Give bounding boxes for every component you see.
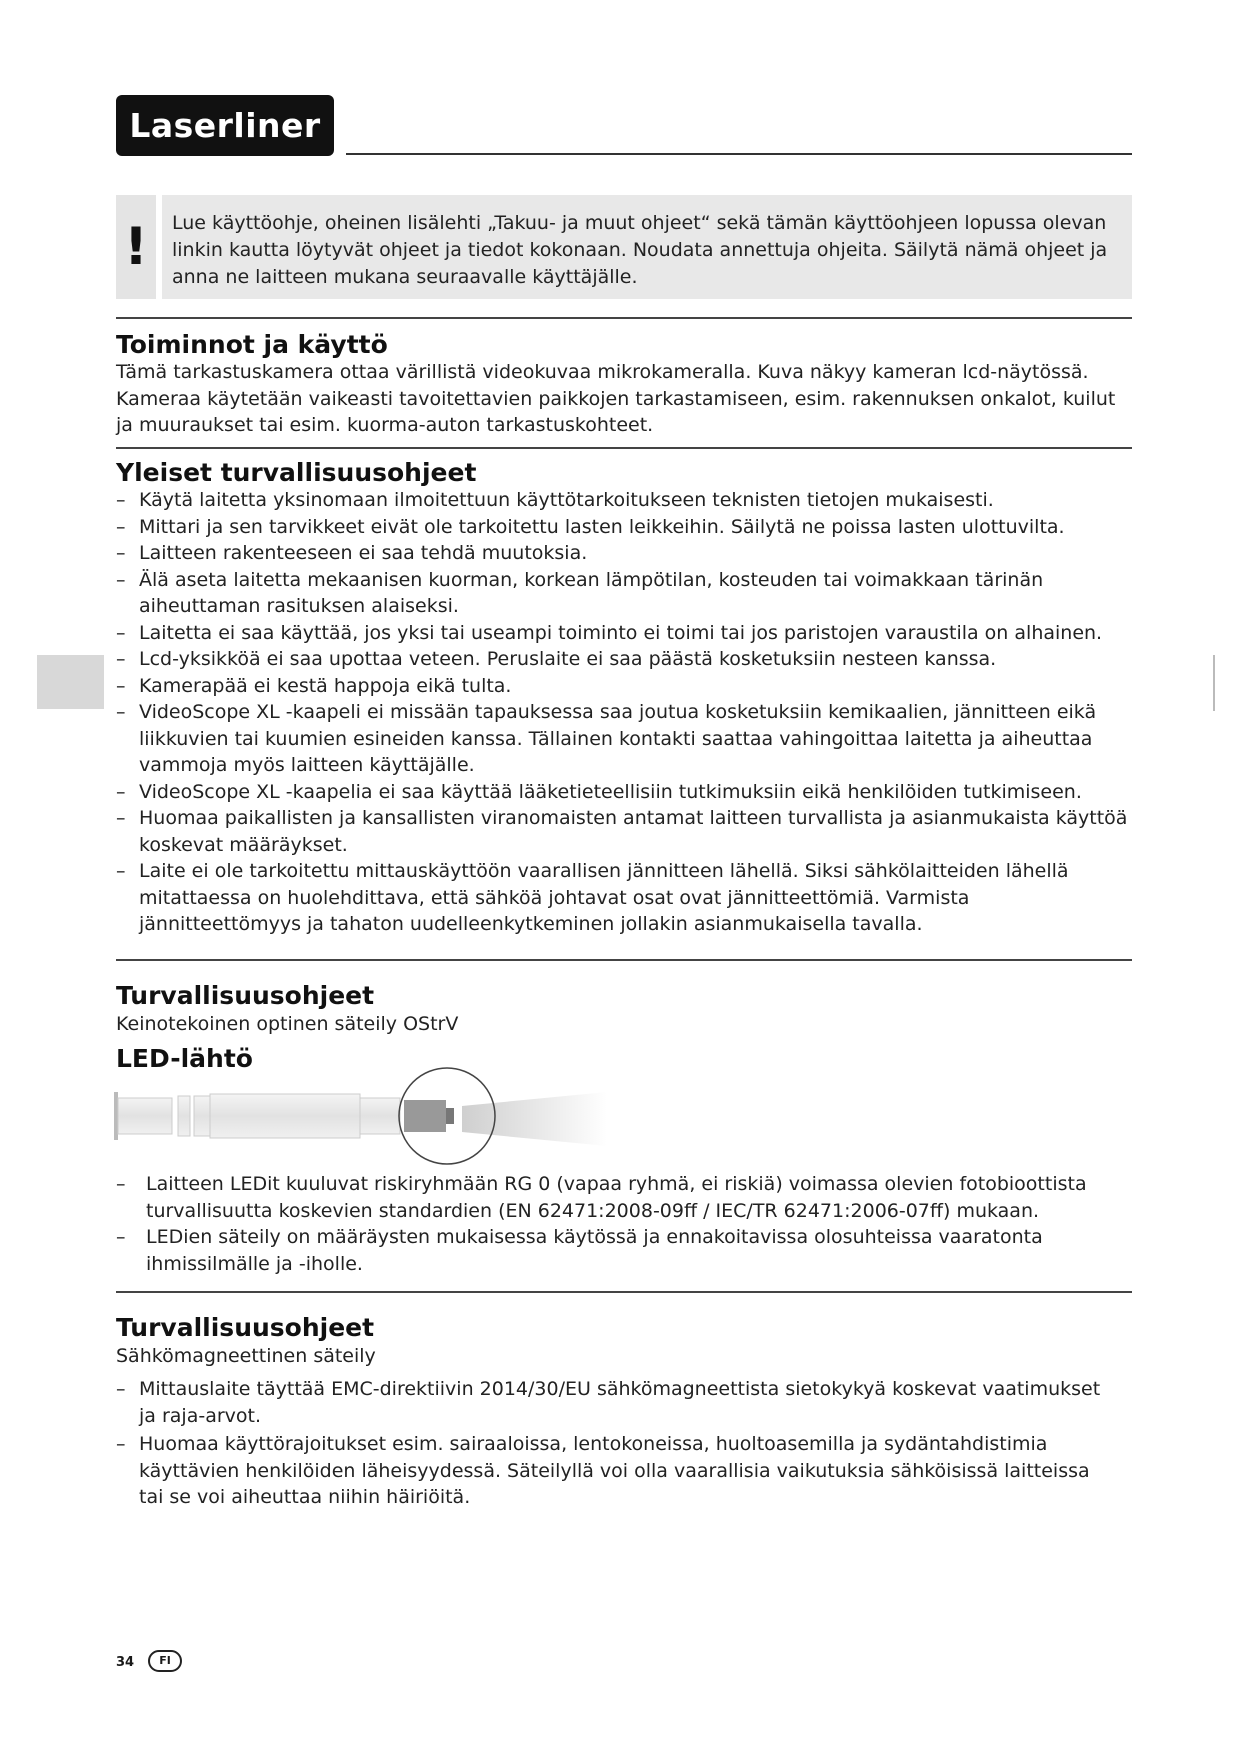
section-divider [116,447,1132,449]
list-item: – Älä aseta laitetta mekaanisen kuorman, korkean lämpötilan, kosteuden tai voimakkaan tärinän aiheuttaman rasituksen alaiseksi. [116,568,1044,617]
header-divider [346,153,1132,155]
function-description: Tämä tarkastuskamera ottaa värillistä videokuvaa mikrokameralla. Kuva näkyy kameran lcd-näytössä. Kameraa käytetään vaikeasti tavoitettavien paikkojen tarkastamiseen, esim. rakennuksen onkalot, kuilut ja muuraukset tai esim. kuorma-auton tarkastuskohteet. [116,361,1116,436]
list-item: – Huomaa käyttörajoitukset esim. sairaaloissa, lentokoneissa, huoltoasemilla ja sydäntahdistimia käyttävien henkilöiden läheisyydessä. Säteilyllä voi olla vaarallisia vaikutuksia sähköisissä laitteissa tai se voi aiheuttaa niihin häiriöitä. [116,1433,1090,1508]
chapter-tab [37,655,104,709]
section-title-emc: Turvallisuusohjeet [116,1313,375,1342]
section-divider [116,1291,1132,1293]
list-item: – Mittari ja sen tarvikkeet eivät ole tarkoitettu lasten leikkeihin. Säilytä ne poissa lasten ulottuvilta. [116,515,1065,538]
list-item: – LEDien säteily on määräysten mukaisessa käytössä ja ennakoitavissa olosuhteissa vaaratonta ihmissilmälle ja -iholle. [116,1226,1043,1275]
notice-box [116,195,1132,299]
emc-safety-list [116,1376,1116,1511]
list-item: – VideoScope XL -kaapeli ei missään tapauksessa saa joutua kosketuksiin kemikaalien, jännitteen eikä liikkuvien tai kuumien esineiden kanssa. Tällainen kontakti saattaa vahingoittaa laitetta ja aiheuttaa vammoja myös laitteen käyttäjälle. [116,701,1097,776]
led-output-title: LED-lähtö [116,1044,253,1073]
camera-head-led-illustration [112,1062,612,1180]
list-item: – VideoScope XL -kaapelia ei saa käyttää lääketieteellisiin tutkimuksiin eikä henkilöiden tutkimiseen. [116,780,1082,803]
exclamation-icon: ! [116,195,156,299]
list-item: – Huomaa paikallisten ja kansallisten viranomaisten antamat laitteen turvallista ja asianmukaista käyttöä koskevat määräykset. [116,807,1128,856]
section-title-function: Toiminnot ja käyttö [116,330,388,359]
laserliner-logo: Laserliner [116,95,334,156]
list-item: – Laitetta ei saa käyttää, jos yksi tai useampi toiminto ei toimi tai jos paristojen varaustila on alhainen. [116,621,1103,644]
list-item: – Kamerapää ei kestä happoja eikä tulta. [116,674,512,697]
page-number: 34 [116,1655,135,1670]
notice-text: Lue käyttöohje, oheinen lisälehti „Takuu- ja muut ohjeet“ sekä tämän käyttöohjeen lopussa olevan linkin kautta löytyvät ohjeet ja tiedot kokonaan. Noudata annettuja ohjeita. Säilytä nämä ohjeet ja anna ne laitteen mukana seuraavalle käyttäjälle. [162,195,1132,299]
list-item: – Laitteen LEDit kuuluvat riskiryhmään RG 0 (vapaa ryhmä, ei riskiä) voimassa olevien fotobioottista turvallisuutta koskevien standardien (EN 62471:2008-09ff / IEC/TR 62471:2006-07ff) mukaan. [116,1173,1087,1222]
section-title-general-safety: Yleiset turvallisuusohjeet [116,458,477,487]
optical-safety-list [116,1171,1116,1277]
list-item: – Lcd-yksikköä ei saa upottaa veteen. Peruslaite ei saa päästä kosketuksiin nesteen kanssa. [116,648,997,670]
optical-subtitle: Keinotekoinen optinen säteily OStrV [116,1013,459,1035]
section-divider [116,959,1132,961]
general-safety-list [116,487,1136,938]
page-edge-mark [1213,655,1215,711]
emc-subtitle: Sähkömagneettinen säteily [116,1345,376,1367]
list-item: – Laite ei ole tarkoitettu mittauskäyttöön vaarallisen jännitteen lähellä. Siksi sähkölaitteiden lähellä mitattaessa on huolehdittava, että sähköä johtavat osat ovat jännitteettömiä. Varmista jännitteettömyys ja tahaton uudelleenkytkeminen jollakin asianmukaisella tavalla. [116,860,1069,935]
list-item: – Laitteen rakenteeseen ei saa tehdä muutoksia. [116,542,588,564]
section-title-optical: Turvallisuusohjeet [116,981,375,1010]
list-item: – Mittauslaite täyttää EMC-direktiivin 2014/30/EU sähkömagneettista sietokykyä koskevat vaatimukset ja raja-arvot. [116,1378,1101,1427]
list-item: – Käytä laitetta yksinomaan ilmoitettuun käyttötarkoitukseen teknisten tietojen mukaisesti. [116,489,994,511]
section-divider [116,317,1132,319]
language-badge: FI [148,1650,182,1672]
